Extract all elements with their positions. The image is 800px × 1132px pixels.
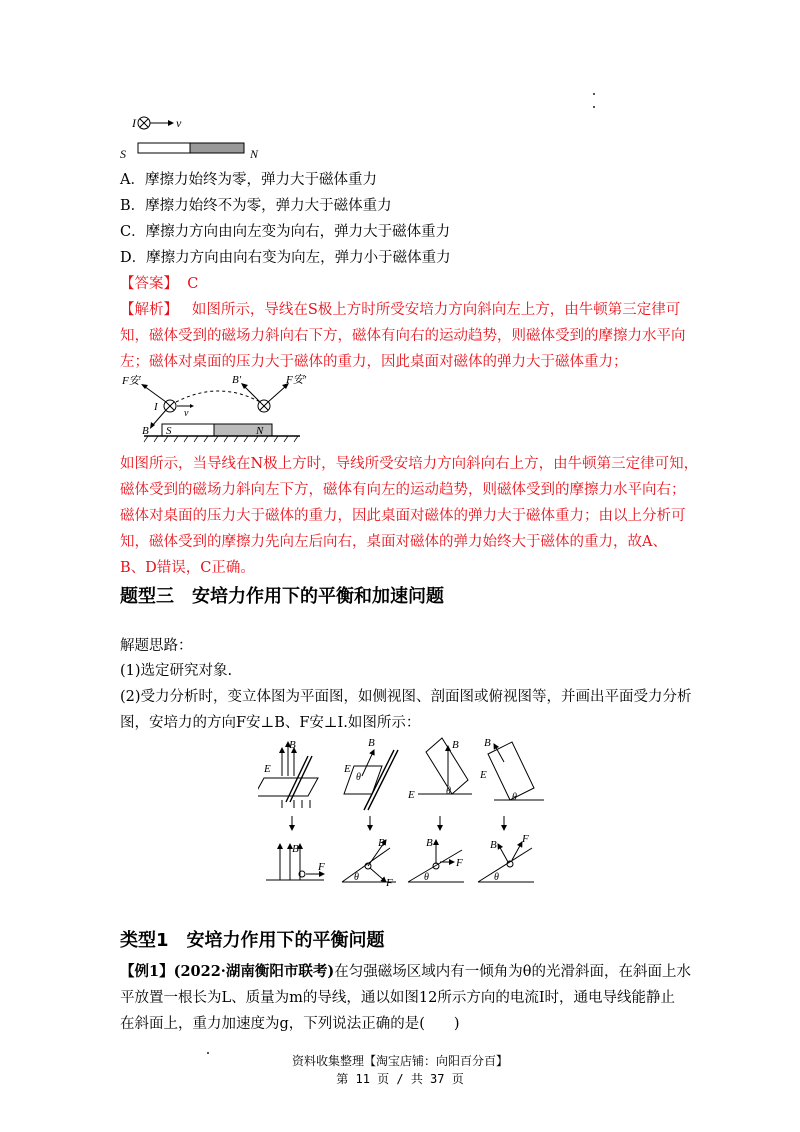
analysis-line-1: 【解析】 如图所示，导线在S极上方时所受安培力方向斜向左上方，由牛顿第三定律可: [120, 302, 681, 318]
ampere-force-left-arrow: [144, 386, 166, 402]
page-number: 第 11 页 / 共 37 页: [336, 1072, 464, 1086]
method-intro: 解题思路：: [120, 638, 193, 654]
footer-source: 资料收集整理【淘宝店铺：向阳百分百】: [291, 1054, 508, 1068]
analysis-line-3: 左；磁体对桌面的压力大于磁体的重力，因此桌面对磁体的弹力大于磁体重力；: [120, 354, 628, 370]
figure-wire-over-magnet: [118, 108, 278, 164]
ampere-force-right-label: F安′: [286, 374, 307, 386]
emf-label: E: [264, 763, 271, 775]
ampere-force-left-label: F安: [122, 375, 140, 387]
force-label: F: [522, 833, 529, 845]
example-line-3: 在斜面上，重力加速度为g，下列说法正确的是( ): [120, 1016, 460, 1032]
angle-label: θ: [446, 786, 451, 797]
method-step-2b: 图，安培力的方向F安⊥B、F安⊥I.如图所示：: [120, 715, 421, 731]
field-label: B: [292, 843, 299, 855]
page-mark: [593, 106, 595, 108]
north-pole-label: N: [256, 425, 264, 437]
panel-1-plane: [266, 843, 325, 880]
option-d: D．摩擦力方向由向右变为向左，弹力小于磁体重力: [120, 250, 451, 266]
field-right-label: B′: [232, 374, 242, 386]
current-label: I: [132, 116, 136, 130]
option-c: C．摩擦力方向由向左变为向右，弹力大于磁体重力: [120, 224, 451, 240]
field-label: B: [289, 739, 296, 751]
angle-label: θ: [356, 772, 361, 783]
analysis-line-2: 知，磁体受到的磁场力斜向右下方，磁体有向右的运动趋势，则磁体受到的摩擦力水平向: [120, 328, 686, 344]
emf-label: E: [480, 769, 487, 781]
current-label: I: [154, 401, 158, 413]
angle-label: θ: [354, 872, 359, 883]
emf-label: E: [408, 789, 415, 801]
magnet-south-half: [138, 143, 190, 153]
force-label: F: [456, 857, 463, 869]
south-pole-label: S: [166, 425, 172, 437]
angle-label: θ: [512, 792, 517, 803]
panel-3-3d: [407, 738, 472, 801]
field-label: B: [426, 837, 433, 849]
option-b: B．摩擦力始终不为零，弹力大于磁体重力: [120, 198, 392, 214]
field-label: B: [490, 839, 497, 851]
analysis-line-8: B、D错误，C正确。: [120, 560, 255, 576]
force-label: F: [318, 861, 325, 873]
field-label: B: [378, 837, 385, 849]
wire-path-arc: [176, 391, 260, 402]
panel-1-3d: [258, 739, 318, 808]
field-label: B: [368, 737, 375, 749]
analysis-line-6: 磁体对桌面的压力大于磁体的重力，因此桌面对磁体的弹力大于磁体重力；由以上分析可: [120, 508, 686, 524]
velocity-label: v: [184, 408, 189, 419]
emf-label: E: [344, 763, 351, 775]
ampere-force-right-arrow: [268, 386, 286, 402]
example-label: 【例1】: [120, 963, 174, 980]
example-line-1: 【例1】(2022·湖南衡阳市联考)在匀强磁场区域内有一倾角为θ的光滑斜面，在斜面上水: [120, 963, 691, 980]
analysis-label: 【解析】: [120, 302, 178, 318]
panel-2-plane: [342, 837, 396, 888]
page-mark: [593, 93, 595, 95]
angle-label: θ: [424, 872, 429, 883]
answer-line: [120, 272, 198, 296]
force-label: F: [386, 877, 393, 888]
angle-label: θ: [494, 872, 499, 883]
field-right-arrow: [244, 386, 260, 402]
section-heading: 题型三 安培力作用下的平衡和加速问题: [120, 586, 444, 607]
panel-2-3d: [343, 737, 398, 810]
figure-force-analysis: [114, 372, 314, 446]
option-a: A．摩擦力始终为零，弹力大于磁体重力: [120, 172, 377, 188]
method-step-2a: (2)受力分析时，变立体图为平面图，如侧视图、剖面图或俯视图等，并画出平面受力分析: [120, 689, 692, 705]
panel-4-plane: [478, 833, 534, 883]
example-source: (2022·湖南衡阳市联考): [173, 963, 335, 980]
analysis-line-5: 磁体受到的磁场力斜向左下方，磁体有向左的运动趋势，则磁体受到的摩擦力水平向右；: [120, 482, 686, 498]
analysis-line-7: 知，磁体受到的摩擦力先向左后向右，桌面对磁体的弹力始终大于磁体的重力，故A、: [120, 534, 667, 550]
magnet-north-half: [190, 143, 244, 153]
example-line-2: 平放置一根长为L、质量为m的导线，通以如图12所示方向的电流I时，通电导线能静止: [120, 990, 676, 1006]
panel-3-plane: [408, 837, 464, 883]
panel-4-3d: [479, 737, 544, 803]
figure-planar-views: [258, 736, 548, 888]
answer-label: 【答案】: [120, 276, 178, 292]
field-label: B: [452, 739, 459, 751]
answer-value: C: [187, 276, 199, 292]
subsection-heading: 类型1 安培力作用下的平衡问题: [120, 930, 385, 951]
south-pole-label: S: [120, 147, 126, 161]
north-pole-label: N: [250, 147, 259, 161]
velocity-label: v: [176, 116, 182, 130]
field-label: B: [484, 737, 491, 749]
field-left-label: B: [142, 425, 149, 437]
analysis-line-4: 如图所示，当导线在N极上方时，导线所受安培力方向斜向右上方，由牛顿第三定律可知，: [120, 456, 699, 472]
method-step-1: (1)选定研究对象.: [120, 663, 233, 679]
